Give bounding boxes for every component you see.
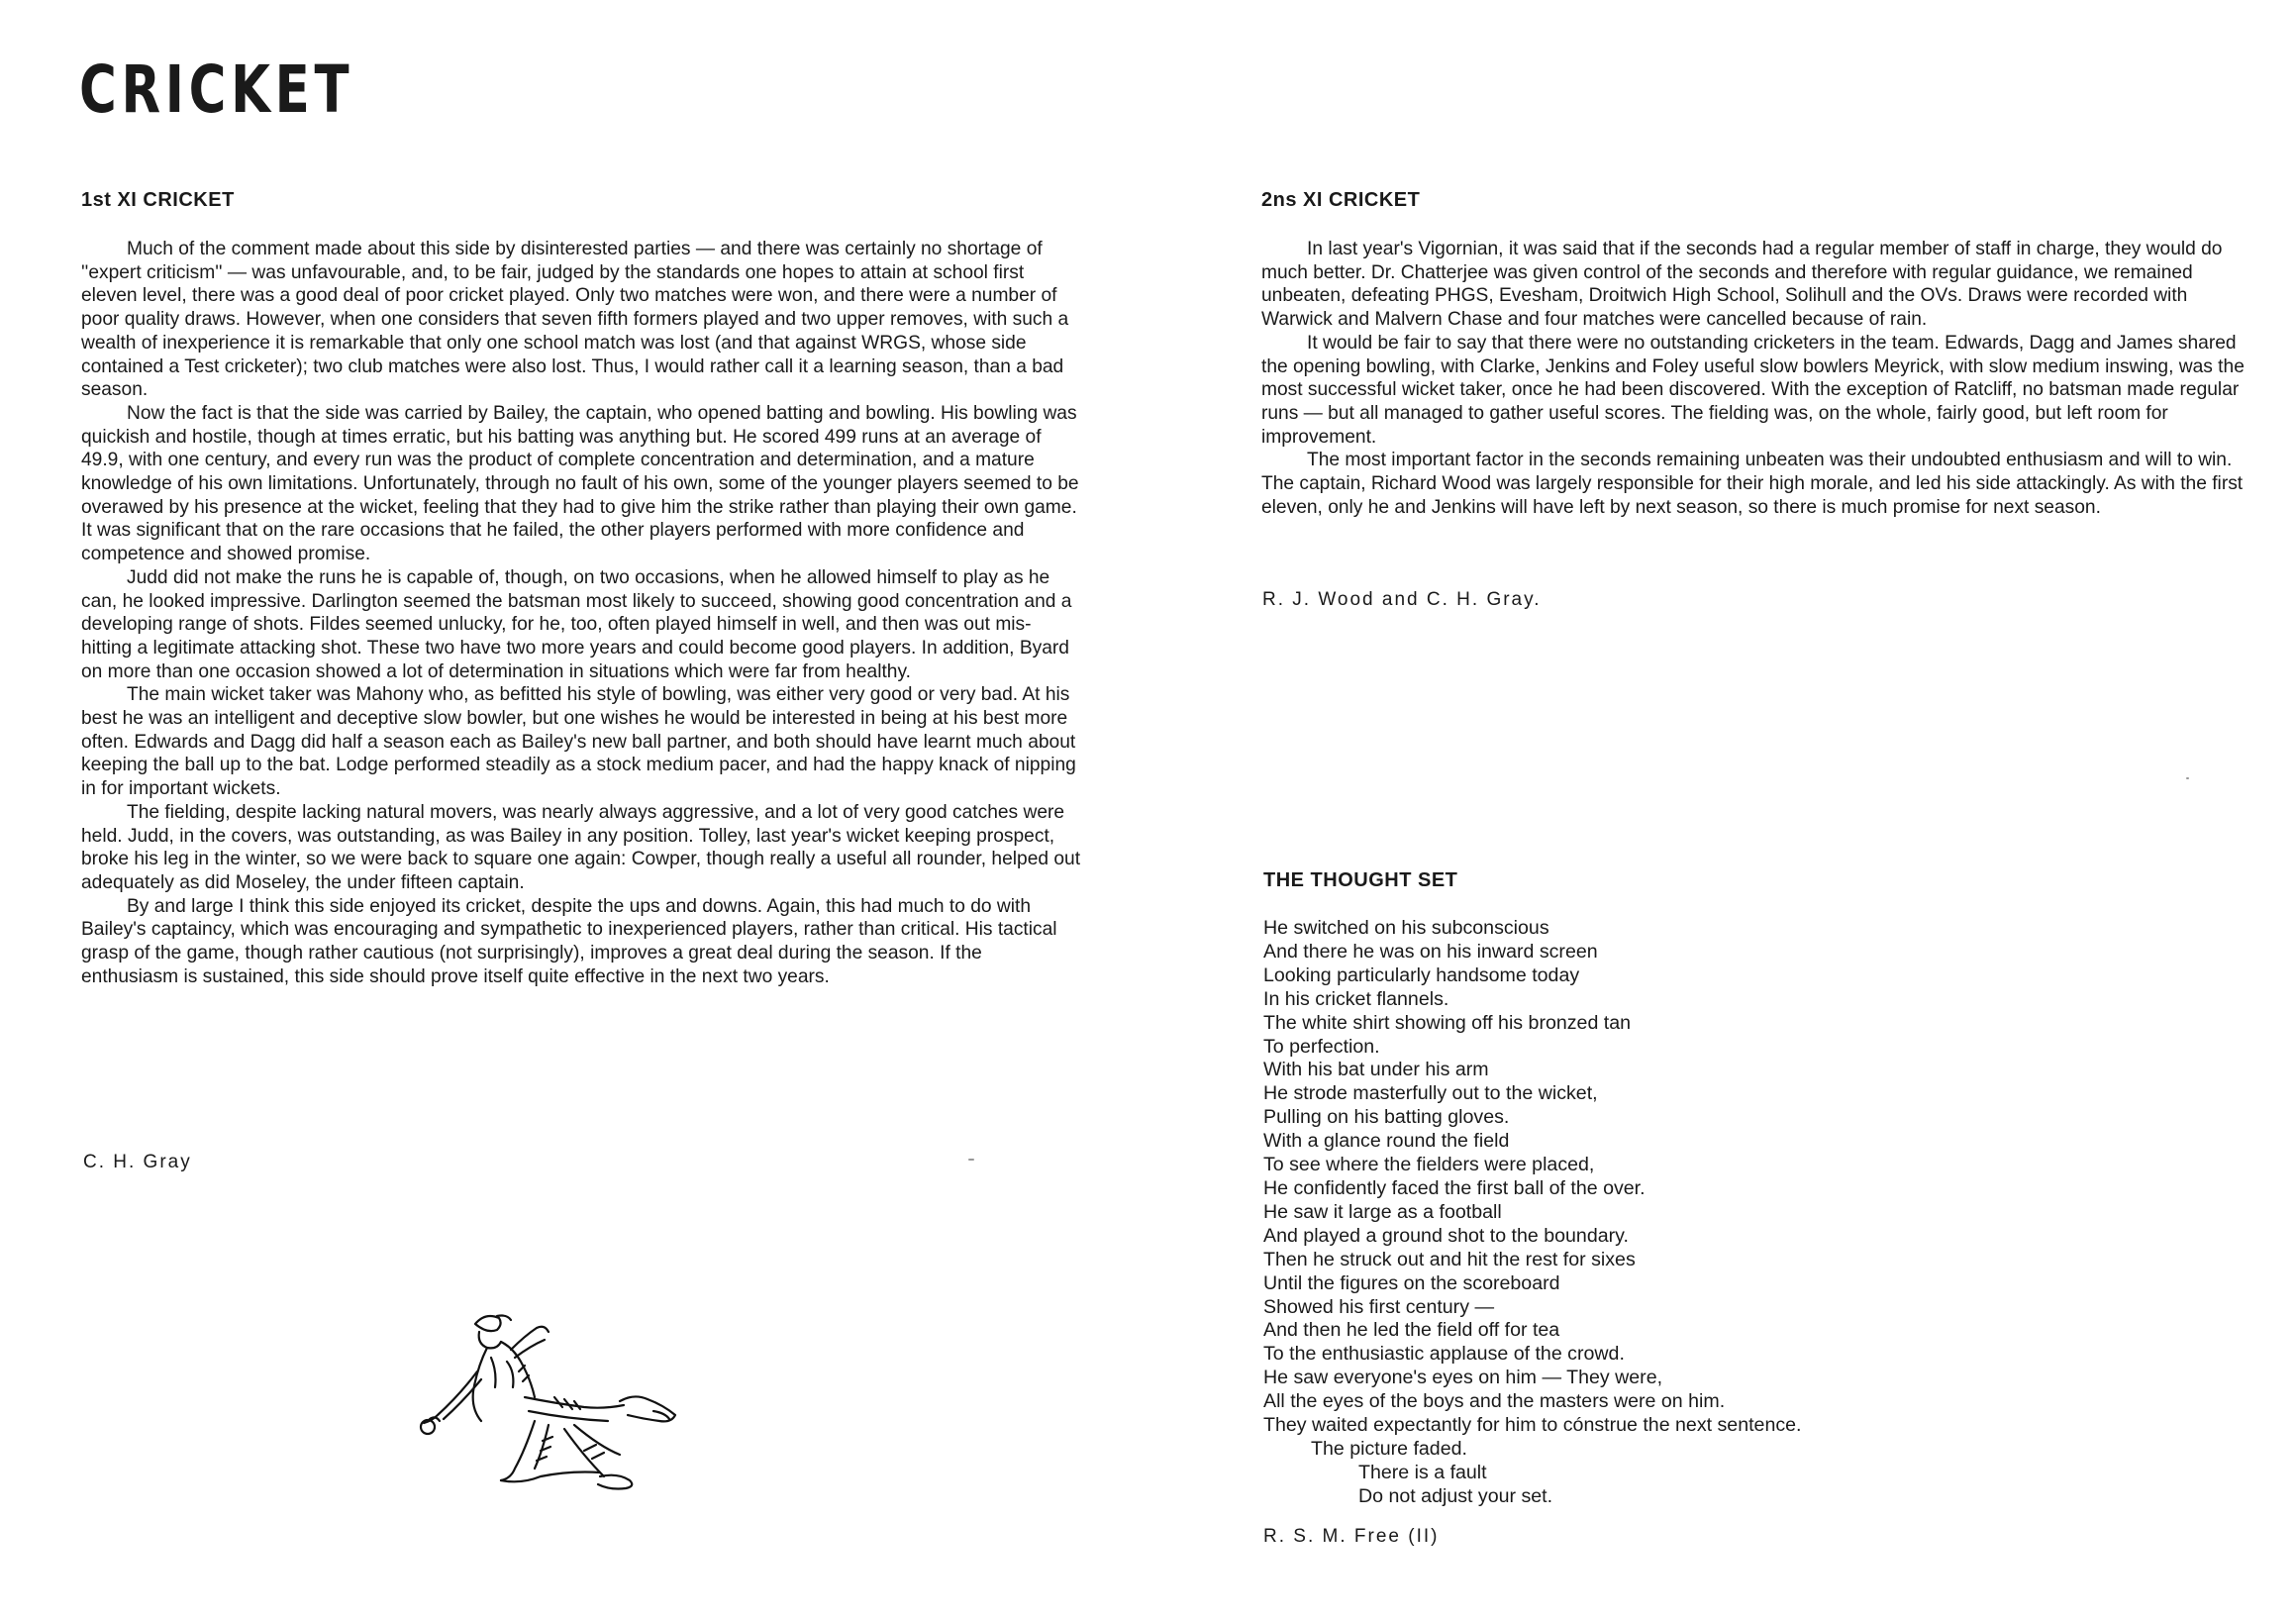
poem-line: The picture faded. (1311, 1437, 1467, 1460)
page-title: CRICKET (79, 51, 354, 128)
second-xi-paragraph: In last year's Vigornian, it was said that if the seconds had a regular member of staff in charge, they would do much better. Dr. Chatterjee was given control of the seconds and therefore with regular guidance, we remained unbeaten, defeating PHGS, Evesham, Droitwich High School, Solihull and the OVs. Draws were recorded with Warwick and Malvern Chase and four matches were cancelled because of rain. (1261, 239, 2223, 331)
poem-author: R. S. M. Free (II) (1263, 1526, 1440, 1547)
poem-line: And played a ground shot to the boundary. (1263, 1224, 1629, 1247)
poem-line: The white shirt showing off his bronzed tan (1263, 1011, 1632, 1034)
first-xi-article (81, 238, 1081, 989)
second-xi-paragraph: The most important factor in the seconds remaining unbeaten was their undoubted enthusiasm and will to win. The captain, Richard Wood was largely responsible for their high morale, and led his side attackingly. As with the first eleven, only he and Jenkins will have left by next season, so there is much promise for next season. (1261, 450, 2244, 518)
scan-speck (2186, 777, 2189, 779)
poem-line: He saw everyone's eyes on him — They were, (1263, 1367, 1663, 1389)
poem-line: They waited expectantly for him to cónstrue the next sentence. (1263, 1414, 1802, 1437)
poem-line: There is a fault (1358, 1461, 1487, 1483)
poem-line: Then he struck out and hit the rest for sixes (1263, 1248, 1636, 1270)
first-xi-heading: 1st XI CRICKET (81, 189, 235, 211)
poem-line: All the eyes of the boys and the masters were on him. (1263, 1390, 1726, 1413)
first-xi-paragraph: Now the fact is that the side was carried by Bailey, the captain, who opened batting and bowling. His bowling was quickish and hostile, though at times erratic, but his batting was anything but. He scored 499 runs at an average of 49.9, with one century, and every run was the product of complete concentration and determination, and a mature knowledge of his own limitations. Unfortunately, through no fault of his own, some of the younger players seemed to be overawed by his presence at the wicket, feeling that they had to give him the strike rather than playing their own game. It was significant that on the rare occasions that he failed, the other players performed with more confidence and competence and showed promise. (81, 402, 1079, 565)
poem-line: Pulling on his batting gloves. (1263, 1106, 1510, 1129)
poem-line: And then he led the field off for tea (1263, 1319, 1560, 1342)
first-xi-paragraph: Judd did not make the runs he is capable of, though, on two occasions, when he allowed himself to play as he can, he looked impressive. Darlington seemed the batsman most likely to succeed, showing good concentration and a developing range of shots. Fildes seemed unlucky, for he, too, often played himself in well, and then was out mis-hitting a legitimate attacking shot. These two have two more years and could become good players. In addition, Byard on more than one occasion showed a lot of determination in situations which were far from healthy. (81, 566, 1072, 682)
poem-line: Showed his first century — (1263, 1295, 1495, 1318)
first-xi-paragraph: The fielding, despite lacking natural movers, was nearly always aggressive, and a lot of very good catches were held. Judd, in the covers, was outstanding, as was Bailey in any position. Tolley, last year's wicket keeping prospect, broke his leg in the winter, so we were back to square one again: Cowper, though really a useful all rounder, helped out adequately as did Moseley, the under fifteen captain. (81, 801, 1081, 893)
poem-title: THE THOUGHT SET (1263, 869, 1458, 891)
second-xi-author: R. J. Wood and C. H. Gray. (1262, 589, 1542, 610)
poem-line: He confidently faced the first ball of the over. (1263, 1176, 1646, 1199)
poem-line: With his bat under his arm (1263, 1059, 1489, 1081)
poem-line: With a glance round the field (1263, 1130, 1510, 1153)
poem-line: To perfection. (1263, 1035, 1380, 1058)
scan-speck (968, 1159, 974, 1161)
poem-line: He switched on his subconscious (1263, 917, 1549, 939)
second-xi-paragraph: It would be fair to say that there were no outstanding cricketers in the team. Edwards, Dagg and James shared the opening bowling, with Clarke, Jenkins and Foley useful slow bowlers Meyrick, with slow medium inswing, was the most successful wicket taker, once he had been discovered. With the exception of Ratcliff, no batsman made regular runs — but all managed to gather useful scores. The fielding was, on the whole, fairly good, but left room for improvement. (1261, 332, 2245, 448)
poem-line: To the enthusiastic applause of the crowd. (1263, 1343, 1625, 1366)
poem-line: Until the figures on the scoreboard (1263, 1271, 1560, 1294)
first-xi-paragraph: Much of the comment made about this side by disinterested parties — and there was certainly no shortage of ''expert criticism'' — was unfavourable, and, to be fair, judged by the standards one hopes to attain at school first eleven level, there was a good deal of poor cricket played. Only two matches were won, and there were a number of poor quality draws. However, when one considers that seven fifth formers played and two upper removes, with such a wealth of inexperience it is remarkable that only one school match was lost (and that against WRGS, whose side contained a Test cricketer); two club matches were also lost. Thus, I would rather call it a learning season, than a bad season. (81, 239, 1069, 401)
second-xi-heading: 2ns XI CRICKET (1261, 189, 1421, 211)
poem-line: Looking particularly handsome today (1263, 964, 1580, 986)
second-xi-article (1261, 238, 2261, 519)
poem-body (1263, 917, 1801, 1509)
poem-line: He saw it large as a football (1263, 1200, 1502, 1223)
first-xi-paragraph: By and large I think this side enjoyed its cricket, despite the ups and downs. Again, this had much to do with Bailey's captaincy, which was encouraging and sympathetic to inexperienced players, rather than critical. His tactical grasp of the game, though rather cautious (not surprisingly), improves a great deal during the season. If the enthusiasm is sustained, this side should prove itself quite effective in the next two years. (81, 895, 1057, 987)
poem-line: In his cricket flannels. (1263, 987, 1449, 1010)
poem-line: To see where the fielders were placed, (1263, 1154, 1595, 1176)
poem-line: And there he was on his inward screen (1263, 940, 1598, 963)
cricketer-diving-illustration (416, 1302, 752, 1500)
poem-line: He strode masterfully out to the wicket, (1263, 1082, 1598, 1105)
poem-line: Do not adjust your set. (1358, 1484, 1553, 1507)
first-xi-paragraph: The main wicket taker was Mahony who, as befitted his style of bowling, was either very good or very bad. At his best he was an intelligent and deceptive slow bowler, but one wishes he would be interested in being at his best more often. Edwards and Dagg did half a season each as Bailey's new ball partner, and both should have learnt much about keeping the ball up to the bat. Lodge performed steadily as a stock medium pacer, and had the happy knack of nipping in for important wickets. (81, 684, 1076, 800)
first-xi-author: C. H. Gray (83, 1152, 192, 1172)
